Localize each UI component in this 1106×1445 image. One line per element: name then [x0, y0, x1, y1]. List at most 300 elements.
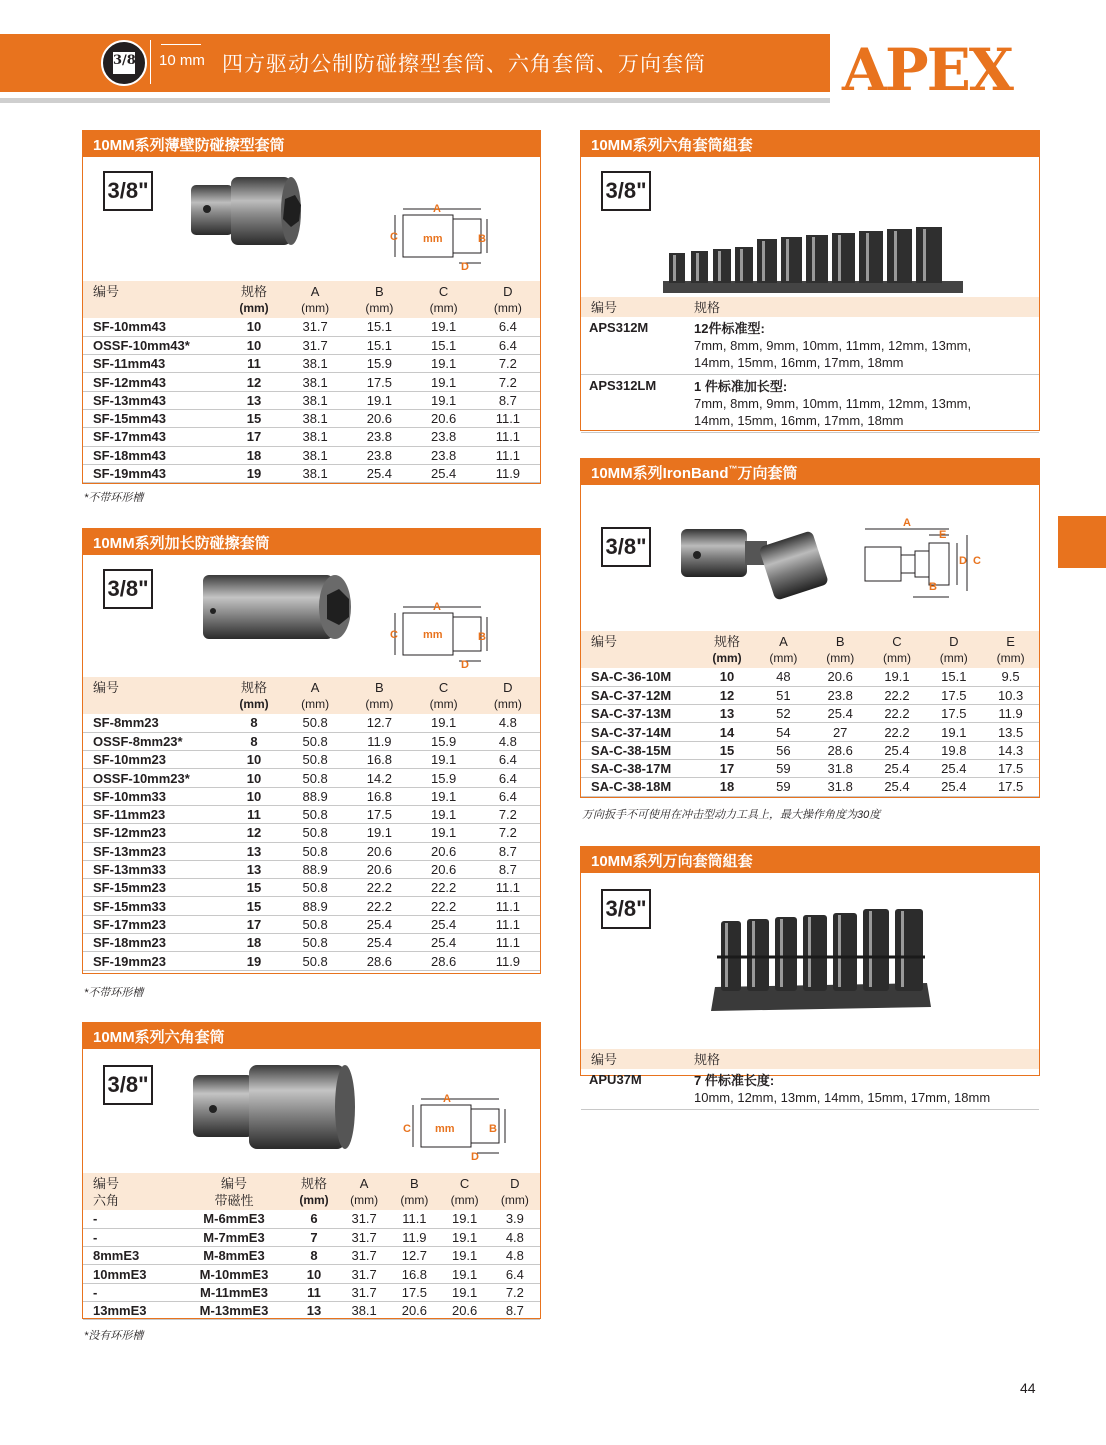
long-note: *不带环形槽	[84, 987, 144, 999]
table-cell: 13	[225, 860, 283, 878]
dimension-diagram	[857, 521, 987, 621]
table-cell: 50.8	[283, 714, 347, 732]
dim-label-d: D	[461, 261, 469, 273]
part-number: SF-18mm23	[83, 934, 225, 952]
table-cell: 20.6	[440, 1301, 490, 1319]
table-cell: 7.2	[476, 805, 540, 823]
dim-label-a: A	[903, 517, 911, 529]
table-cell: 50.8	[283, 842, 347, 860]
table-row	[581, 741, 1039, 759]
part-number: SF-10mm23	[83, 751, 225, 769]
table-row	[581, 1069, 1039, 1110]
table-cell: 38.1	[283, 464, 347, 482]
table-row	[83, 355, 540, 373]
table-cell: 19.1	[440, 1283, 490, 1301]
table-cell: 19.1	[412, 751, 476, 769]
table-cell: 8.7	[490, 1301, 540, 1319]
drive-size-label: 3/8"	[103, 1065, 153, 1105]
thin-wall-table	[83, 281, 540, 483]
thin-wall-rows	[83, 318, 540, 483]
table-cell: 27	[812, 723, 869, 741]
dim-label-d: D	[471, 1151, 479, 1163]
table-cell: M-11mmE3	[179, 1283, 289, 1301]
panel-title: 10MM系列薄壁防碰擦型套筒	[83, 131, 540, 157]
part-number: -	[83, 1283, 179, 1301]
panel-title: 10MM系列万向套筒組套	[581, 847, 1039, 873]
col-b: B (mm)	[365, 284, 394, 315]
table-cell: 10	[225, 751, 283, 769]
col-a: A (mm)	[301, 680, 330, 711]
table-cell: 88.9	[283, 860, 347, 878]
dim-label-b: B	[478, 233, 486, 245]
col-c: C (mm)	[883, 634, 911, 665]
table-cell: 16.8	[347, 751, 411, 769]
table-cell: 19.8	[925, 741, 982, 759]
table-cell: 8.7	[476, 842, 540, 860]
table-cell: 8	[225, 714, 283, 732]
table-row	[83, 373, 540, 391]
spec-cell: 1 件标准加长型: 7mm, 8mm, 9mm, 10mm, 11mm, 12mm, 13mm, 14mm, 15mm, 16mm, 17mm, 18mm	[686, 375, 1039, 433]
table-row	[83, 714, 540, 732]
part-number: 13mmE3	[83, 1301, 179, 1319]
table-cell: 19.1	[412, 355, 476, 373]
part-number: APS312LM	[581, 375, 686, 433]
table-cell: 23.8	[347, 446, 411, 464]
table-cell: 8.7	[476, 391, 540, 409]
table-row	[83, 1228, 540, 1246]
table-row	[83, 897, 540, 915]
table-row	[83, 336, 540, 354]
table-cell: 18	[225, 934, 283, 952]
drive-fraction: 3/8	[113, 53, 136, 68]
table-cell: 7.2	[476, 824, 540, 842]
table-cell: 31.7	[339, 1228, 389, 1246]
table-cell: 38.1	[283, 373, 347, 391]
table-cell: 19.1	[347, 824, 411, 842]
table-cell: 38.1	[283, 391, 347, 409]
socket-set-image	[663, 223, 963, 297]
table-cell: 50.8	[283, 769, 347, 787]
table-cell: 50.8	[283, 934, 347, 952]
part-number: SF-10mm43	[83, 318, 225, 336]
dim-label-e: E	[939, 529, 947, 541]
table-row	[581, 686, 1039, 704]
table-cell: 31.8	[812, 778, 869, 796]
spec-cell: 12件标准型: 7mm, 8mm, 9mm, 10mm, 11mm, 12mm, 13mm, 14mm, 15mm, 16mm, 17mm, 18mm	[686, 317, 1039, 375]
hex-set-table	[581, 297, 1039, 433]
table-cell: 9.5	[982, 668, 1039, 686]
col-b: B (mm)	[400, 1176, 429, 1207]
universal-set-panel	[580, 846, 1040, 1105]
table-cell: 19.1	[925, 723, 982, 741]
table-cell: 11.1	[476, 428, 540, 446]
table-cell: 11.9	[476, 952, 540, 970]
table-cell: 25.4	[869, 741, 926, 759]
part-number: SF-13mm33	[83, 860, 225, 878]
panel-title: 10MM系列六角套筒	[83, 1023, 540, 1049]
part-number: SA-C-38-18M	[581, 778, 699, 796]
long-table	[83, 677, 540, 971]
table-cell: 20.6	[389, 1301, 439, 1319]
table-row	[581, 668, 1039, 686]
table-row	[83, 1265, 540, 1283]
hex-rows	[83, 1210, 540, 1320]
table-cell: 15.1	[347, 336, 411, 354]
table-cell: 20.6	[412, 409, 476, 427]
table-cell: 4.8	[490, 1247, 540, 1265]
table-cell: 22.2	[869, 705, 926, 723]
table-cell: 50.8	[283, 824, 347, 842]
table-row	[83, 787, 540, 805]
table-cell: 38.1	[283, 446, 347, 464]
table-cell: 11.1	[476, 879, 540, 897]
col-c: C (mm)	[429, 680, 458, 711]
table-cell: 6.4	[476, 769, 540, 787]
dim-label-b: B	[929, 581, 937, 593]
hex-set-panel	[580, 130, 1040, 431]
table-cell: M-8mmE3	[179, 1247, 289, 1265]
part-number: SA-C-38-17M	[581, 759, 699, 777]
table-cell: 50.8	[283, 805, 347, 823]
table-cell: 17	[699, 759, 755, 777]
table-cell: 16.8	[389, 1265, 439, 1283]
table-cell: 12	[225, 824, 283, 842]
table-cell: 19	[225, 464, 283, 482]
table-cell: 31.7	[339, 1210, 389, 1228]
table-cell: 54	[755, 723, 812, 741]
header-rule	[0, 98, 830, 103]
universal-socket-image	[677, 515, 837, 605]
table-cell: 20.6	[812, 668, 869, 686]
col-spec: 规格	[694, 300, 721, 315]
table-cell: 7	[289, 1228, 339, 1246]
table-cell: M-6mmE3	[179, 1210, 289, 1228]
table-cell: 19.1	[412, 391, 476, 409]
table-cell: 88.9	[283, 787, 347, 805]
table-cell: 19.1	[412, 824, 476, 842]
table-cell: 48	[755, 668, 812, 686]
table-cell: 14.2	[347, 769, 411, 787]
long-rows	[83, 714, 540, 970]
socket-image	[199, 569, 359, 645]
part-number: SF-19mm23	[83, 952, 225, 970]
table-cell: 6.4	[476, 318, 540, 336]
table-cell: 19.1	[412, 714, 476, 732]
col-size: 规格 (mm)	[239, 284, 269, 315]
col-pn: 编号 六角	[93, 1176, 120, 1208]
table-cell: 59	[755, 778, 812, 796]
logo-text: APEX	[842, 36, 1012, 104]
part-number: APU37M	[581, 1069, 686, 1110]
table-row	[83, 860, 540, 878]
table-cell: 11.9	[347, 732, 411, 750]
table-cell: 19	[225, 952, 283, 970]
table-cell: 3.9	[490, 1210, 540, 1228]
col-pn: 编号	[93, 680, 120, 695]
panel-title: 10MM系列加长防碰擦套筒	[83, 529, 540, 555]
table-cell: 52	[755, 705, 812, 723]
socket-image	[187, 165, 307, 257]
table-cell: 19.1	[412, 318, 476, 336]
col-b: B (mm)	[365, 680, 394, 711]
table-cell: 23.8	[412, 446, 476, 464]
table-cell: 11.1	[476, 897, 540, 915]
drive-size-label: 3/8"	[601, 171, 651, 211]
table-row	[83, 1210, 540, 1228]
dim-label-c: C	[390, 629, 398, 641]
dim-label-d: D	[461, 659, 469, 671]
table-cell: 11	[225, 805, 283, 823]
table-cell: 17.5	[347, 805, 411, 823]
spec-cell: 7 件标准长度: 10mm, 12mm, 13mm, 14mm, 15mm, 17mm, 18mm	[686, 1069, 1039, 1110]
part-number: SF-10mm33	[83, 787, 225, 805]
table-cell: M-7mmE3	[179, 1228, 289, 1246]
dimension-arrow-icon	[161, 44, 201, 45]
dim-label-c: C	[390, 231, 398, 243]
dimension-diagram	[399, 1091, 519, 1167]
table-row	[581, 317, 1039, 375]
table-header-row	[83, 677, 540, 714]
table-row	[83, 805, 540, 823]
table-cell: 56	[755, 741, 812, 759]
part-number: SA-C-37-13M	[581, 705, 699, 723]
table-cell: 6.4	[476, 787, 540, 805]
part-number: 8mmE3	[83, 1247, 179, 1265]
size-label: 10 mm	[159, 52, 205, 69]
table-cell: 17.5	[982, 759, 1039, 777]
table-cell: 17.5	[389, 1283, 439, 1301]
drive-size-label: 3/8"	[601, 527, 651, 567]
col-pn: 编号	[93, 284, 120, 299]
table-cell: 15.9	[412, 769, 476, 787]
table-cell: 7.2	[476, 373, 540, 391]
table-cell: 25.4	[925, 759, 982, 777]
part-number: OSSF-10mm23*	[83, 769, 225, 787]
part-number: SF-13mm23	[83, 842, 225, 860]
dim-label-a: A	[433, 203, 441, 215]
thin-wall-note: *不带环形槽	[84, 492, 144, 504]
part-number: SA-C-37-12M	[581, 686, 699, 704]
table-cell: 15.1	[347, 318, 411, 336]
table-cell: 28.6	[412, 952, 476, 970]
part-number: -	[83, 1210, 179, 1228]
table-cell: 10	[699, 668, 755, 686]
col-pn: 编号	[591, 300, 618, 315]
drive-size-label: 3/8"	[103, 569, 153, 609]
table-cell: 50.8	[283, 879, 347, 897]
table-row	[83, 446, 540, 464]
table-cell: 10	[225, 318, 283, 336]
table-cell: 20.6	[347, 860, 411, 878]
universal-note: 万向扳手不可使用在冲击型动力工具上，最大操作角度为30度	[582, 809, 881, 821]
table-cell: 14.3	[982, 741, 1039, 759]
table-cell: 15.1	[925, 668, 982, 686]
table-cell: 50.8	[283, 751, 347, 769]
col-a: A (mm)	[301, 284, 330, 315]
table-cell: 19.1	[412, 787, 476, 805]
table-cell: 16.8	[347, 787, 411, 805]
table-cell: 17	[225, 428, 283, 446]
table-cell: 8.7	[476, 860, 540, 878]
table-cell: 15	[699, 741, 755, 759]
table-cell: 17.5	[982, 778, 1039, 796]
table-cell: 13	[289, 1301, 339, 1319]
table-cell: 23.8	[812, 686, 869, 704]
table-cell: 25.4	[812, 705, 869, 723]
table-row	[83, 1247, 540, 1265]
table-cell: 22.2	[869, 686, 926, 704]
dim-label-c: C	[403, 1123, 411, 1135]
table-row	[83, 1301, 540, 1319]
part-number: SF-11mm43	[83, 355, 225, 373]
col-e: E (mm)	[996, 634, 1025, 665]
table-cell: 25.4	[412, 915, 476, 933]
table-cell: 22.2	[347, 879, 411, 897]
table-row	[83, 824, 540, 842]
table-cell: 17.5	[347, 373, 411, 391]
table-cell: 11.9	[389, 1228, 439, 1246]
col-pn: 编号	[591, 634, 618, 649]
table-cell: M-13mmE3	[179, 1301, 289, 1319]
table-cell: 31.7	[283, 336, 347, 354]
table-cell: 23.8	[412, 428, 476, 446]
size-indicator	[150, 40, 205, 84]
universal-set-image	[711, 907, 931, 1017]
part-number: -	[83, 1228, 179, 1246]
table-cell: 51	[755, 686, 812, 704]
table-cell: 31.7	[339, 1265, 389, 1283]
table-cell: 22.2	[412, 879, 476, 897]
table-header-row	[581, 631, 1039, 668]
long-panel	[82, 528, 541, 974]
table-cell: 8	[225, 732, 283, 750]
thin-wall-panel	[82, 130, 541, 484]
table-cell: 25.4	[412, 464, 476, 482]
col-size: 规格 (mm)	[239, 680, 269, 711]
table-row	[581, 759, 1039, 777]
socket-image	[189, 1063, 359, 1155]
table-cell: 25.4	[347, 934, 411, 952]
dim-label-d: D	[959, 555, 967, 567]
drive-size-label: 3/8"	[601, 889, 651, 929]
hex-panel	[82, 1022, 541, 1319]
table-row	[581, 705, 1039, 723]
dim-label-mm: mm	[435, 1123, 455, 1135]
part-number: SF-12mm23	[83, 824, 225, 842]
table-cell: 25.4	[412, 934, 476, 952]
table-cell: 10	[225, 787, 283, 805]
table-cell: 13	[225, 842, 283, 860]
col-mag: 编号 带磁性	[214, 1176, 254, 1208]
table-cell: 31.7	[339, 1283, 389, 1301]
part-number: SF-17mm43	[83, 428, 225, 446]
table-row	[83, 318, 540, 336]
page-number: 44	[1020, 1380, 1036, 1396]
panel-title: 10MM系列六角套筒組套	[581, 131, 1039, 157]
table-header-row	[83, 1173, 540, 1210]
part-number: APS312M	[581, 317, 686, 375]
table-cell: 13	[699, 705, 755, 723]
drive-size-label: 3/8"	[103, 171, 153, 211]
table-cell: 12.7	[389, 1247, 439, 1265]
apex-logo	[842, 30, 1042, 102]
part-number: SF-8mm23	[83, 714, 225, 732]
table-header-row	[581, 1049, 1039, 1069]
table-row	[83, 769, 540, 787]
table-cell: 50.8	[283, 915, 347, 933]
hex-note: *没有环形槽	[84, 1330, 144, 1342]
table-cell: 4.8	[476, 714, 540, 732]
table-cell: 13	[225, 391, 283, 409]
table-cell: 18	[699, 778, 755, 796]
table-cell: 6.4	[476, 751, 540, 769]
col-d: D (mm)	[939, 634, 968, 665]
universal-table	[581, 631, 1039, 797]
table-cell: 38.1	[283, 428, 347, 446]
part-number: OSSF-10mm43*	[83, 336, 225, 354]
col-size: 规格 (mm)	[712, 634, 742, 665]
table-cell: 19.1	[347, 391, 411, 409]
table-cell: 38.1	[283, 355, 347, 373]
table-row	[83, 409, 540, 427]
universal-set-table	[581, 1049, 1039, 1110]
table-row	[83, 879, 540, 897]
table-cell: 10	[225, 769, 283, 787]
table-cell: 28.6	[347, 952, 411, 970]
table-cell: 6	[289, 1210, 339, 1228]
table-cell: 14	[699, 723, 755, 741]
page-title: 四方驱动公制防碰擦型套筒、六角套筒、万向套筒	[222, 53, 706, 76]
table-cell: 38.1	[283, 409, 347, 427]
table-cell: 31.8	[812, 759, 869, 777]
part-number: 10mmE3	[83, 1265, 179, 1283]
table-cell: 11.1	[389, 1210, 439, 1228]
table-cell: 7.2	[476, 355, 540, 373]
col-b: B (mm)	[826, 634, 855, 665]
part-number: SF-15mm43	[83, 409, 225, 427]
table-cell: 23.8	[347, 428, 411, 446]
table-cell: 10.3	[982, 686, 1039, 704]
table-cell: 17.5	[925, 686, 982, 704]
table-cell: 50.8	[283, 732, 347, 750]
table-cell: 15.9	[412, 732, 476, 750]
col-d: D (mm)	[493, 680, 522, 711]
table-cell: 50.8	[283, 952, 347, 970]
col-d: D (mm)	[500, 1176, 529, 1207]
table-row	[83, 915, 540, 933]
table-row	[83, 1283, 540, 1301]
table-row	[83, 464, 540, 482]
part-number: SA-C-37-14M	[581, 723, 699, 741]
table-row	[83, 391, 540, 409]
dim-label-mm: mm	[423, 629, 443, 641]
part-number: SF-12mm43	[83, 373, 225, 391]
col-spec: 规格	[694, 1052, 721, 1067]
table-header-row	[581, 297, 1039, 317]
dim-label-a: A	[443, 1093, 451, 1105]
table-cell: 38.1	[339, 1301, 389, 1319]
table-cell: 59	[755, 759, 812, 777]
table-cell: M-10mmE3	[179, 1265, 289, 1283]
table-cell: 22.2	[412, 897, 476, 915]
table-cell: 11.9	[476, 464, 540, 482]
table-cell: 12.7	[347, 714, 411, 732]
table-cell: 17	[225, 915, 283, 933]
dim-label-c: C	[973, 555, 981, 567]
table-cell: 7.2	[490, 1283, 540, 1301]
table-row	[83, 842, 540, 860]
table-cell: 4.8	[476, 732, 540, 750]
